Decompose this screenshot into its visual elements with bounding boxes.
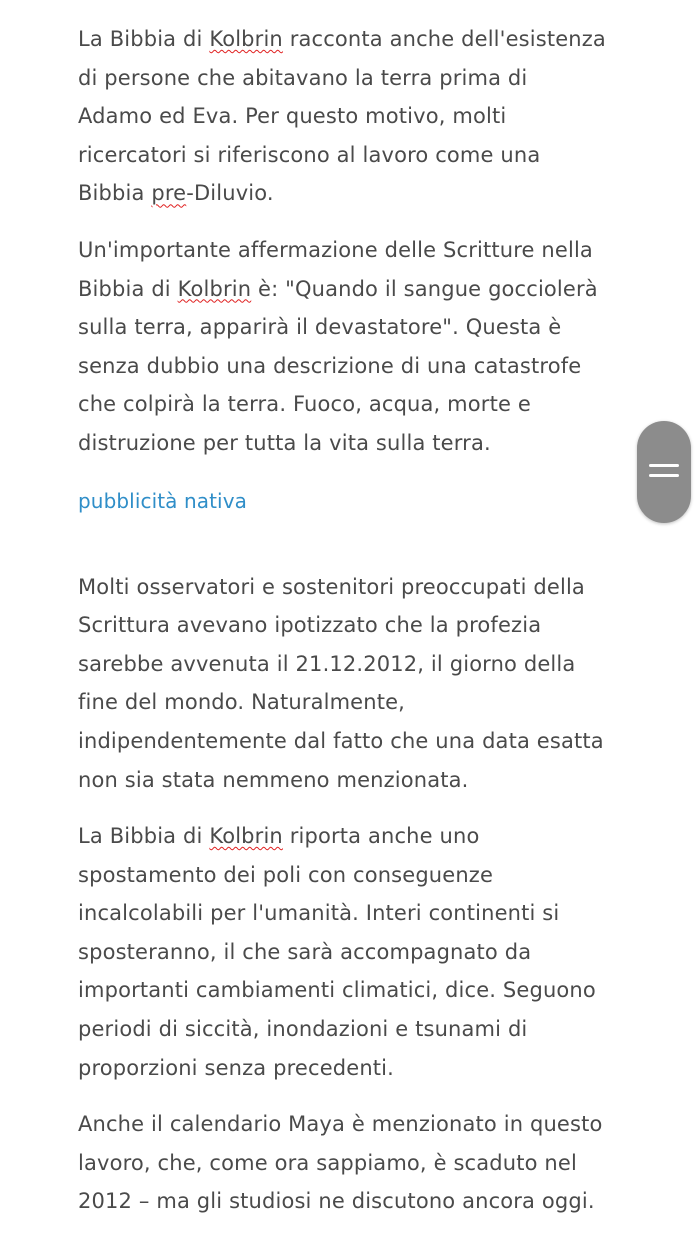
paragraph-line: Anche il calendario Maya è menzionato in questo [78, 1112, 603, 1137]
paragraph-line: Adamo ed Eva. Per questo motivo, molti [78, 104, 507, 129]
text-run: La Bibbia di [78, 27, 210, 51]
paragraph-line: Un'importante affermazione delle Scritture nella [78, 237, 593, 262]
paragraph-line: incalcolabili per l'umanità. Interi continenti si [78, 901, 560, 926]
text-run: -Diluvio. [186, 181, 274, 206]
paragraph-line: fine del mondo. Naturalmente, [78, 690, 405, 715]
paragraph-line: Scrittura avevano ipotizzato che la profezia [78, 613, 542, 638]
paragraph-5 [78, 1105, 638, 1221]
spellcheck-flagged-word[interactable]: Kolbrin [209, 27, 283, 51]
text-run: Bibbia di [78, 276, 178, 301]
paragraph-1 [78, 20, 638, 213]
paragraph-line: ricercatori si riferiscono al lavoro come una [78, 142, 541, 167]
spellcheck-flagged-word[interactable]: Kolbrin [177, 276, 252, 301]
text-run: racconta anche dell'esistenza [282, 27, 606, 51]
paragraph-line [78, 817, 638, 856]
paragraph-line: senza dubbio una descrizione di una catastrofe [78, 353, 582, 378]
grip-bar-icon [649, 474, 679, 477]
paragraph-line [78, 174, 638, 213]
paragraph-line: proporzioni senza precedenti. [78, 1055, 394, 1080]
spellcheck-flagged-word[interactable]: Kolbrin [209, 824, 283, 849]
paragraph-line: Molti osservatori e sostenitori preoccupati della [78, 574, 585, 599]
spellcheck-flagged-word[interactable]: pre [151, 181, 187, 206]
fast-scroll-handle[interactable] [637, 421, 691, 523]
paragraph-line: sulla terra, apparirà il devastatore". Questa è [78, 315, 562, 340]
paragraph-2 [78, 231, 638, 463]
paragraph-line: distruzione per tutta la vita sulla terra. [78, 430, 491, 455]
paragraph-line: di persone che abitavano la terra prima di [78, 65, 528, 90]
paragraph-line: sposteranno, il che sarà accompagnato da [78, 939, 532, 964]
paragraph-line: indipendentemente dal fatto che una data esatta [78, 728, 604, 753]
paragraph-line: periodi di siccità, inondazioni e tsunami di [78, 1017, 528, 1042]
text-run: riporta anche uno [282, 824, 480, 849]
paragraph-line [78, 270, 638, 309]
text-run: La Bibbia di [78, 824, 210, 849]
article-body [78, 20, 638, 1239]
paragraph-line: 2012 – ma gli studiosi ne discutono ancora oggi. [78, 1189, 595, 1214]
paragraph-line: non sia stata nemmeno menzionata. [78, 767, 469, 792]
paragraph-3 [78, 568, 638, 800]
paragraph-line [78, 20, 638, 59]
paragraph-line: lavoro, che, come ora sappiamo, è scaduto nel [78, 1150, 577, 1175]
paragraph-line: importanti cambiamenti climatici, dice. Seguono [78, 978, 596, 1003]
paragraph-line: sarebbe avvenuta il 21.12.2012, il giorno della [78, 651, 576, 676]
native-ad-link[interactable]: pubblicità nativa [78, 488, 248, 513]
paragraph-4 [78, 817, 638, 1087]
text-run: Bibbia [78, 181, 152, 206]
paragraph-line: che colpirà la terra. Fuoco, acqua, morte e [78, 392, 531, 417]
text-run: è: "Quando il sangue gocciolerà [251, 276, 598, 301]
paragraph-line: spostamento dei poli con conseguenze [78, 862, 494, 887]
grip-bar-icon [649, 464, 679, 467]
